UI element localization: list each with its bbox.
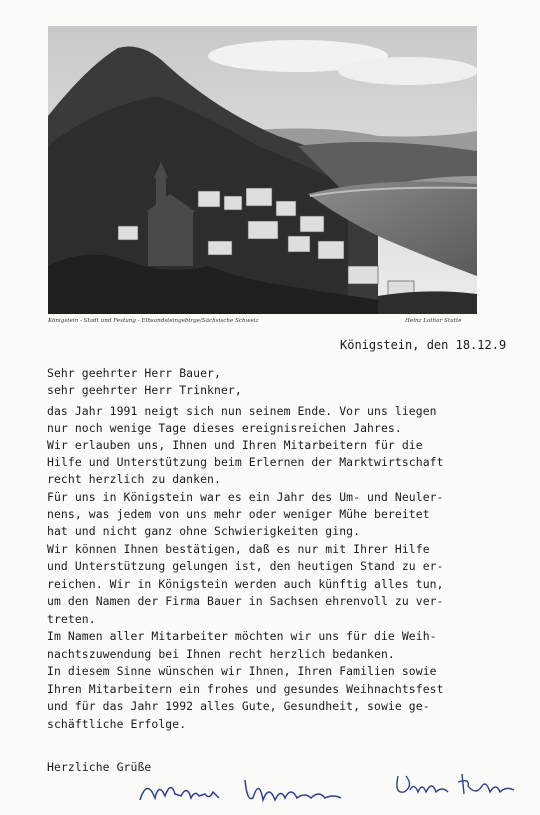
body-line: Wir können Ihnen bestätigen, daß es nur mit Ihrer Hilfe — [47, 542, 430, 556]
town-landscape-image — [48, 26, 477, 314]
body-line: schäftliche Erfolge. — [47, 717, 187, 731]
body-line: In diesem Sinne wünschen wir Ihnen, Ihren Familien sowie — [47, 664, 437, 678]
salutation-line: Sehr geehrter Herr Bauer, — [47, 366, 221, 380]
salutation-line: sehr geehrter Herr Trinkner, — [47, 383, 242, 397]
body-line: Hilfe und Unterstützung beim Erlernen der Marktwirtschaft — [47, 455, 444, 469]
body-line: Für uns in Königstein war es ein Jahr des Um- und Neuler- — [47, 490, 444, 504]
body-line: nachtszuwendung bei Ihnen recht herzlich bedanken. — [47, 647, 395, 661]
body-line: recht herzlich zu danken. — [47, 472, 221, 486]
body-line: nur noch wenige Tage dieses ereignisreichen Jahres. — [47, 421, 402, 435]
body-line: hat und nicht ganz ohne Schwierigkeiten ging. — [47, 524, 361, 538]
photographer-credit: Heinz Lothar Stutte — [405, 318, 462, 324]
photo-caption: Königstein - Stadt und Festung - Elbsandsteingebirge/Sächsische Schweiz — [48, 318, 259, 324]
signature-left — [135, 770, 365, 810]
body-line: das Jahr 1991 neigt sich nun seinem Ende. Vor uns liegen — [47, 404, 437, 418]
body-line: reichen. Wir in Königstein werden auch künftig alles tun, — [47, 577, 444, 591]
signature-right — [392, 768, 522, 804]
body-line: Ihren Mitarbeitern ein frohes und gesundes Weihnachtsfest — [47, 682, 444, 696]
body-line: Wir erlauben uns, Ihnen und Ihren Mitarbeitern für die — [47, 438, 423, 452]
body-line: und Unterstützung gelungen ist, den heutigen Stand zu er- — [47, 559, 444, 573]
body-line: treten. — [47, 612, 96, 626]
body-line: und für das Jahr 1992 alles Gute, Gesundheit, sowie ge- — [47, 699, 430, 713]
body-line: nens, was jedem von uns mehr oder weniger Mühe bereitet — [47, 507, 430, 521]
closing: Herzliche Grüße — [47, 760, 152, 774]
body-line: um den Namen der Firma Bauer in Sachsen ehrenvoll zu ver- — [47, 594, 444, 608]
body-line: Im Namen aller Mitarbeiter möchten wir uns für die Weih- — [47, 629, 437, 643]
dateline: Königstein, den 18.12.9 — [340, 338, 507, 352]
town-photo — [48, 26, 477, 314]
